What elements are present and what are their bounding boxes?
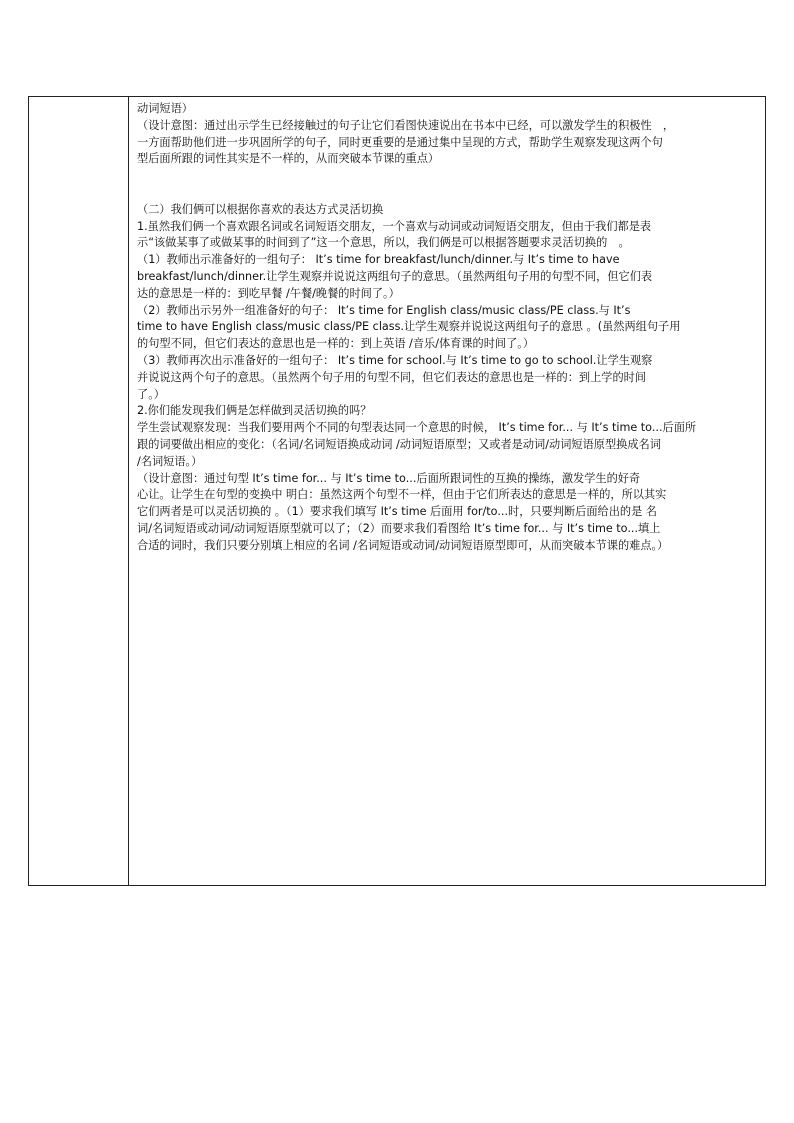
text-line: breakfast/lunch/dinner.让学生观察并说说这两组句子的意思。（虽然两组句子用的句型不同，但它们表 <box>137 269 653 283</box>
text-line: （设计意图：通过句型 It’s time for... 与 It’s time to...后面所跟词性的互换的操练，激发学生的好奇 <box>137 471 641 485</box>
text-line: 示“该做某事了或做某事的时间到了”这一个意思，所以，我们俩是可以根据答题要求灵活切换的 。 <box>137 236 630 250</box>
text-line: （2）教师出示另外一组准备好的句子： It’s time for English class/music class/PE class.与 It’s <box>137 303 631 317</box>
text-line: time to have English class/music class/PE class.让学生观察并说说这两组句子的意思 。(虽然两组句子用 <box>137 320 681 334</box>
text-line: 达的意思是一样的：到吃早餐 /午餐/晚餐的时间了。） <box>137 286 400 300</box>
text-line: 并说说这两个句子的意思。（虽然两个句子用的句型不同，但它们表达的意思也是一样的：到上学的时间 <box>137 370 647 384</box>
text-line: 跟的词要做出相应的变化：（名词/名词短语换成动词 /动词短语原型；又或者是动词/动词短语原型换成名词 <box>137 437 661 451</box>
text-line: 1.虽然我们俩一个喜欢跟名词或名词短语交朋友，一个喜欢与动词或动词短语交朋友，但由于我们都是表 <box>137 219 652 233</box>
text-line: 一方面帮助他们进一步巩固所学的句子，同时更重要的是通过集中呈现的方式，帮助学生观察发现这两个句 <box>137 135 663 149</box>
text-line: 学生尝试观察发现：当我们要用两个不同的句型表达同一个意思的时候， It’s time for... 与 It’s time to...后面所 <box>137 421 697 435</box>
section-heading: （二）我们俩可以根据你喜欢的表达方式灵活切换 <box>137 202 384 216</box>
blank-line <box>137 185 761 202</box>
text-line: 词/名词短语或动词/动词短语原型就可以了；（2）而要求我们看图给 It’s time for... 与 It’s time to...填上 <box>137 521 661 535</box>
label-column-cell <box>29 97 129 885</box>
text-line: 动词短语） <box>137 102 193 115</box>
text-line: 心让。让学生在句型的变换中 明白：虽然这两个句型不一样，但由于它们所表达的意思是一样的，所以其实 <box>137 488 667 502</box>
text-line: 合适的词时，我们只要分别填上相应的名词 /名词短语或动词/动词短语原型即可，从而突破本节课的难点。） <box>137 538 669 552</box>
blank-line <box>137 168 761 185</box>
text-line: 型后面所跟的词性其实是不一样的，从而突破本节课的重点） <box>137 152 440 166</box>
lesson-plan-table <box>28 96 766 886</box>
section-heading: 2.你们能发现我们俩是怎样做到灵活切换的吗？ <box>137 404 372 418</box>
text-line: /名词短语。） <box>137 454 203 468</box>
text-line: 的句型不同，但它们表达的意思也是一样的：到上英语 /音乐/体育课的时间了。） <box>137 337 535 351</box>
content-column-cell <box>129 97 765 885</box>
text-line: （3）教师再次出示准备好的一组句子： It’s time for school.与 It’s time to go to school.让学生观察 <box>137 353 653 367</box>
text-line: （1）教师出示准备好的一组句子： It’s time for breakfast/lunch/dinner.与 It’s time to have <box>137 253 620 267</box>
text-line: 它们两者是可以灵活切换的 。（1）要求我们填写 It’s time 后面用 for/to...时，只要判断后面给出的是 名 <box>137 505 657 519</box>
text-line: （设计意图：通过出示学生已经接触过的句子让它们看图快速说出在书本中已经，可以激发学生的积极性 ， <box>137 118 675 132</box>
text-line: 了。） <box>137 387 165 401</box>
